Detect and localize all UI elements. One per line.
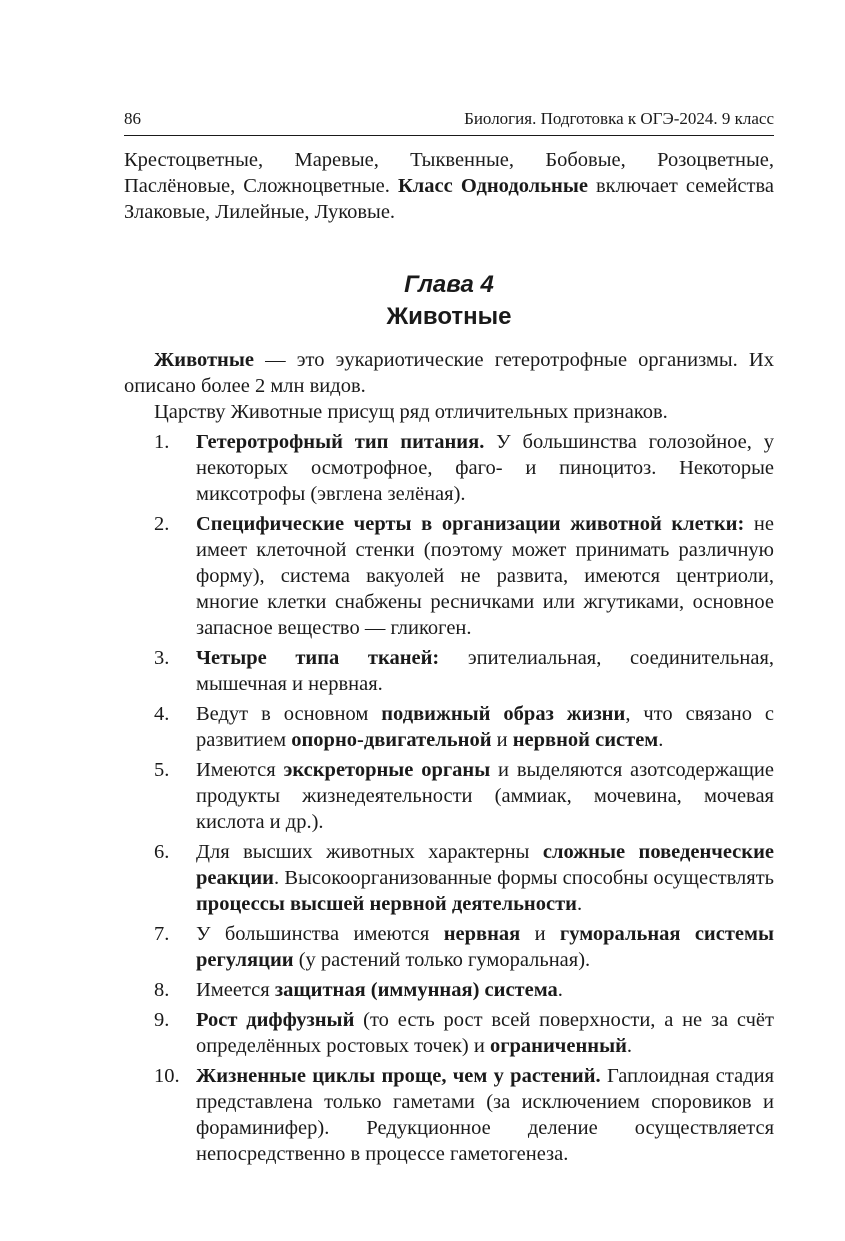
intro-text-2: включает семейства Злаковые, Лилейные, Луковые. — [124, 175, 774, 223]
list-item-text: . Высокоорганизованные формы способны осуществлять — [274, 867, 774, 889]
chapter-number: Глава 4 — [404, 271, 494, 298]
list-item-bold-text: процессы высшей нервной деятельности — [196, 893, 577, 915]
list-item — [124, 757, 774, 835]
list-item — [124, 511, 774, 641]
list-item — [124, 977, 774, 1003]
list-item-bold-text: Специфические черты в организации животной клетки: — [196, 513, 745, 535]
list-item-number: 1. — [154, 431, 170, 453]
list-item-text: и выделяются азотсодержащие продукты жизнедеятельности (аммиак, мочевина, мочевая кислота и др.). — [196, 759, 774, 833]
list-item — [124, 701, 774, 753]
list-item-text: . — [658, 729, 664, 751]
list-item-bold-text: Жизненные циклы проще, чем у растений. — [196, 1065, 601, 1087]
list-item-text: У большинства имеются — [196, 923, 444, 945]
chapter-heading — [124, 269, 774, 333]
chapter-title: Животные — [386, 303, 512, 330]
page-number: 86 — [124, 109, 141, 128]
list-item-text: не имеет клеточной стенки (поэтому может принимать различную форму), система вакуолей не развита, имеются центриоли, многие клетки снабжены ресничками или жгутиками, основное запасное вещество — гликоген. — [196, 513, 774, 639]
list-item-text: Имеются — [196, 759, 284, 781]
list-item-number: 7. — [154, 923, 170, 945]
list-item-bold-text: защитная (иммунная) система — [274, 979, 558, 1001]
list-item-number: 4. — [154, 703, 170, 725]
list-item-bold-text: сложные поведенческие реакции — [196, 841, 774, 889]
intro-text-1: Крестоцветные, Маревые, Тыквенные, Бобовые, Розоцветные, Паслёновые, Сложноцветные. — [124, 149, 774, 197]
intro-bold-1: Класс Однодольные — [397, 175, 588, 197]
list-item-bold-text: опорно-двигательной — [291, 729, 492, 751]
list-item-bold-text: подвижный образ жизни — [381, 703, 626, 725]
list-item-text: и — [520, 923, 560, 945]
list-item-bold-text: экскреторные органы — [283, 759, 491, 781]
definition-paragraph — [124, 347, 774, 399]
list-item-number: 8. — [154, 979, 170, 1001]
list-item-text: Для высших животных характерны — [196, 841, 543, 863]
list-item-bold-text: Четыре типа тканей: — [196, 647, 440, 669]
list-item-number: 3. — [154, 647, 170, 669]
book-title: Биология. Подготовка к ОГЭ-2024. 9 класс — [464, 109, 774, 128]
page-header — [124, 108, 774, 136]
list-item-text: Имеется — [196, 979, 275, 1001]
list-item-text: (у растений только гуморальная). — [293, 949, 591, 971]
list-item-number: 10. — [154, 1065, 180, 1087]
list-item-text: У большинства голозойное, у некоторых осмотрофное, фаго- и пиноцитоз. Некоторые миксотрофы (эвглена зелёная). — [196, 431, 774, 505]
list-item — [124, 1063, 774, 1167]
list-item-text: . — [626, 1035, 633, 1057]
list-item-text: и — [491, 729, 513, 751]
list-item-bold-text: ограниченный — [489, 1035, 627, 1057]
page-content — [124, 147, 774, 1171]
list-item-number: 5. — [154, 759, 170, 781]
list-item-text: , что связано с развитием — [196, 703, 774, 751]
list-item-bold-text: Гетеротрофный тип питания. — [196, 431, 485, 453]
list-item-number: 9. — [154, 1009, 170, 1031]
list-item-text: Ведут в основном — [196, 703, 382, 725]
list-item — [124, 429, 774, 507]
list-item-number: 6. — [154, 841, 170, 863]
list-item-bold-text: гуморальная системы регуляции — [196, 923, 774, 971]
list-item-text: эпителиальная, соединительная, мышечная и нервная. — [196, 647, 774, 695]
intro-paragraph — [124, 147, 774, 225]
list-item-bold-text: нервной систем — [512, 729, 659, 751]
list-item — [124, 921, 774, 973]
list-item-text: Гаплоидная стадия представлена только гаметами (за исключением споровиков и фораминифер). Редукционное деление осуществляется непосредственно в процессе гаметогенеза. — [196, 1065, 774, 1165]
list-item — [124, 839, 774, 917]
list-item — [124, 645, 774, 697]
list-item-bold-text: Рост диффузный — [196, 1009, 355, 1031]
list-item-text: (то есть рост всей поверхности, а не за счёт определённых ростовых точек) и — [196, 1009, 774, 1057]
list-item-number: 2. — [154, 513, 170, 535]
list-item — [124, 1007, 774, 1059]
definition-text: — это эукариотические гетеротрофные организмы. Их описано более 2 млн видов. — [124, 349, 774, 397]
features-list — [124, 429, 774, 1167]
list-item-text: . — [557, 979, 563, 1001]
lead-paragraph: Царству Животные присущ ряд отличительных признаков. — [154, 401, 668, 423]
definition-term: Животные — [154, 349, 254, 371]
list-item-text: . — [576, 893, 583, 915]
list-item-bold-text: нервная — [443, 923, 521, 945]
